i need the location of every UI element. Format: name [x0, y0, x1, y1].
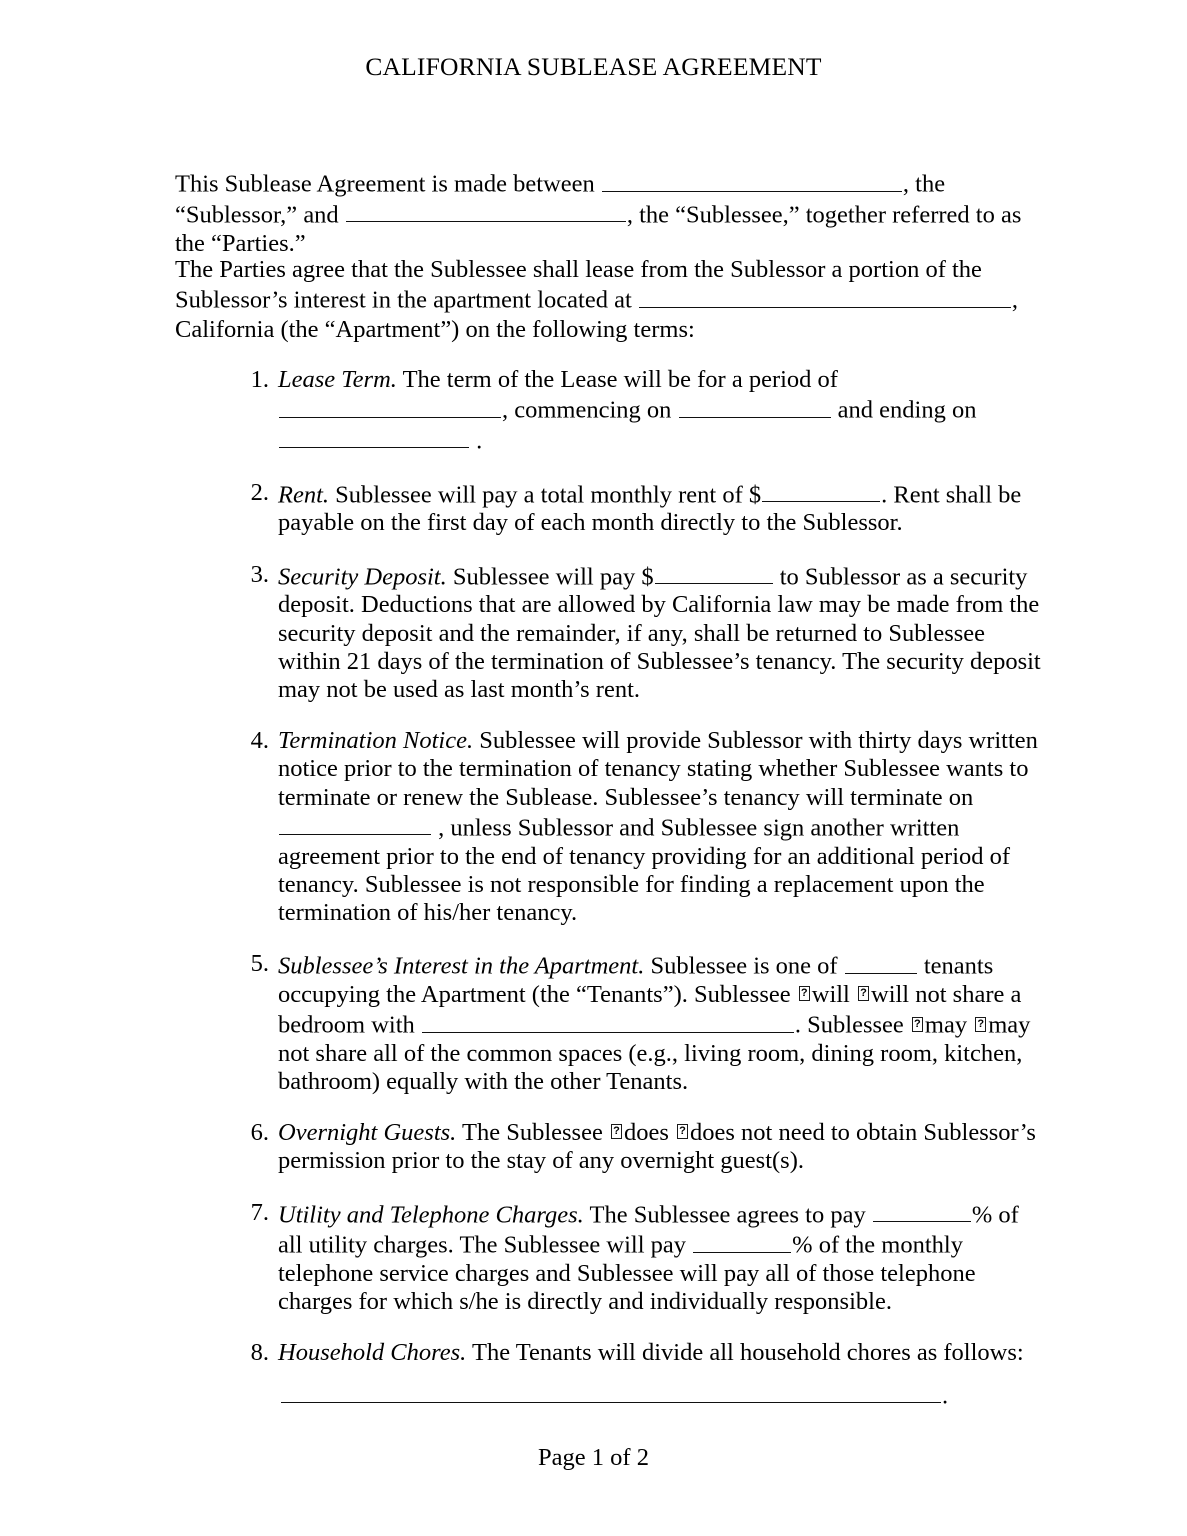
term-item-termination-notice: [175, 727, 1043, 927]
term-text-3: commencing on: [514, 396, 672, 424]
term-number: 3.: [250, 560, 269, 588]
term-title: Sublessee’s Interest in the Apartment.: [278, 952, 645, 980]
term-text-4: and ending on: [837, 396, 977, 424]
household-chores-blank[interactable]: [281, 1380, 941, 1404]
page-footer: Page 1 of 2: [538, 1444, 649, 1471]
telephone-percent-blank[interactable]: [693, 1229, 791, 1253]
premises-text-lead: The Parties agree that the Sublessee shall lease from the Sublessor a portion of the Sublessor’s interest in the apartment located at: [175, 256, 982, 314]
term-text-5: . Sublessee: [794, 1011, 904, 1039]
term-text-2: % of all utility charges. The Sublessee will pay: [278, 1201, 1019, 1259]
lease-start-date-blank[interactable]: [679, 394, 831, 418]
term-text-3: will: [811, 980, 850, 1008]
intro-line2-text: and: [303, 201, 339, 229]
term-item-overnight-guests: [175, 1119, 1043, 1175]
term-text-2: .: [942, 1382, 949, 1410]
term-item-security-deposit: [175, 561, 1043, 705]
term-text-2: ,: [502, 396, 509, 424]
term-item-lease-term: [175, 366, 1043, 456]
term-text-4: will not share a bedroom with: [278, 980, 1022, 1039]
term-number: 5.: [250, 950, 269, 978]
premises-text-comma: ,: [1011, 286, 1019, 314]
term-text-2: tenants occupying the Apartment (the “Tenants”). Sublessee: [278, 952, 994, 1008]
term-text-2: . Rent shall be payable on the first day of each month directly to the Sublessor.: [278, 481, 1022, 537]
term-text-1: Sublessee is one of: [650, 952, 838, 980]
term-number: 7.: [250, 1198, 269, 1226]
term-number: 4.: [250, 727, 269, 755]
premises-text-tail: California (the “Apartment”) on the following terms:: [175, 315, 695, 343]
term-text-1: Sublessee will pay $: [452, 563, 654, 591]
checkbox-may-not-share-common-icon[interactable]: ?: [975, 1017, 986, 1032]
checkbox-guests-does-icon[interactable]: ?: [611, 1124, 622, 1139]
term-number: 2.: [250, 478, 269, 506]
term-item-rent: [175, 479, 1043, 538]
intro-paragraph-parties: [175, 168, 1041, 259]
apartment-address-blank[interactable]: [639, 284, 1011, 308]
tenant-count-blank[interactable]: [845, 950, 917, 974]
term-text-1: The Sublessee: [461, 1119, 603, 1147]
term-title: Security Deposit.: [278, 563, 447, 591]
term-text-7: may not share all of the common spaces (e.g., living room, dining room, kitchen, bathroom) equally with the other Tenants.: [278, 1011, 1031, 1095]
term-item-household-chores: [175, 1339, 1043, 1410]
term-number: 8.: [250, 1339, 269, 1367]
term-text-1: The Tenants will divide all household chores as follows:: [471, 1339, 1024, 1367]
term-title: Termination Notice.: [278, 727, 474, 755]
lease-period-blank[interactable]: [279, 394, 501, 418]
intro-paragraph-premises: [175, 255, 1041, 344]
security-deposit-amount-blank[interactable]: [655, 561, 773, 585]
term-title: Rent.: [278, 481, 330, 509]
checkbox-may-share-common-icon[interactable]: ?: [912, 1017, 923, 1032]
term-text-6: may: [924, 1011, 968, 1039]
intro-line1-suffix: , the “Sublessor,”: [175, 170, 946, 229]
chores-blank-line: [278, 1380, 1043, 1411]
term-text-5: .: [476, 427, 483, 455]
sublessee-name-blank[interactable]: [346, 199, 626, 223]
term-text-1: The term of the Lease will be for a period of: [402, 366, 838, 393]
page-title: CALIFORNIA SUBLEASE AGREEMENT: [365, 52, 822, 81]
checkbox-will-not-share-bedroom-icon[interactable]: ?: [858, 986, 869, 1001]
intro-line2-suffix: , the “Sublessee,” together referred to as the “Parties.”: [175, 201, 1022, 258]
term-text-1: Sublessee will provide Sublessor with thirty days written notice prior to the termination of tenancy stating whether Sublessee wants to terminate or renew the Sublease. Sublessee’s tenancy will terminate on: [278, 727, 1038, 811]
term-text-3: % of the monthly telephone service charges and Sublessee will pay all of those telephone charges for which s/he is directly and individually responsible.: [278, 1231, 976, 1316]
term-item-utility-telephone: [175, 1199, 1043, 1317]
intro-line1-text: This Sublease Agreement is made between: [175, 170, 595, 198]
term-title: Overnight Guests.: [278, 1119, 457, 1147]
term-number: 6.: [250, 1119, 269, 1147]
checkbox-will-share-bedroom-icon[interactable]: ?: [799, 986, 810, 1001]
utility-percent-blank[interactable]: [873, 1199, 971, 1223]
term-title: Lease Term.: [278, 366, 397, 393]
sublessor-name-blank[interactable]: [602, 168, 902, 192]
term-text-2: to Sublessor as a security deposit. Deductions that are allowed by California law may be made from the security deposit and the remainder, if any, shall be returned to Sublessee within 21 days of the termination of Sublessee’s tenancy. The security deposit may not be used as last month’s rent.: [278, 563, 1041, 703]
checkbox-guests-does-not-icon[interactable]: ?: [677, 1124, 688, 1139]
term-item-sublessee-interest: [175, 950, 1043, 1096]
bedroom-sharing-partner-blank[interactable]: [422, 1009, 794, 1033]
tenancy-termination-date-blank[interactable]: [279, 812, 431, 836]
term-text-3: does not need to obtain Sublessor’s permission prior to the stay of any overnight guest(s).: [278, 1119, 1036, 1175]
term-number: 1.: [250, 366, 269, 393]
term-text-1: The Sublessee agrees to pay: [589, 1201, 866, 1229]
term-title: Utility and Telephone Charges.: [278, 1201, 584, 1229]
term-text-2: does: [623, 1119, 669, 1147]
terms-list: [175, 366, 1043, 1433]
term-text-1: Sublessee will pay a total monthly rent of $: [335, 481, 762, 509]
term-text-2: , unless Sublessor and Sublessee sign another written agreement prior to the end of tenancy providing for an additional period of tenancy. Sublessee is not responsible for finding a replacement upon the termination of his/her tenancy.: [278, 814, 1011, 926]
monthly-rent-amount-blank[interactable]: [762, 479, 880, 503]
lease-end-date-blank[interactable]: [279, 425, 469, 449]
term-title: Household Chores.: [278, 1339, 467, 1367]
